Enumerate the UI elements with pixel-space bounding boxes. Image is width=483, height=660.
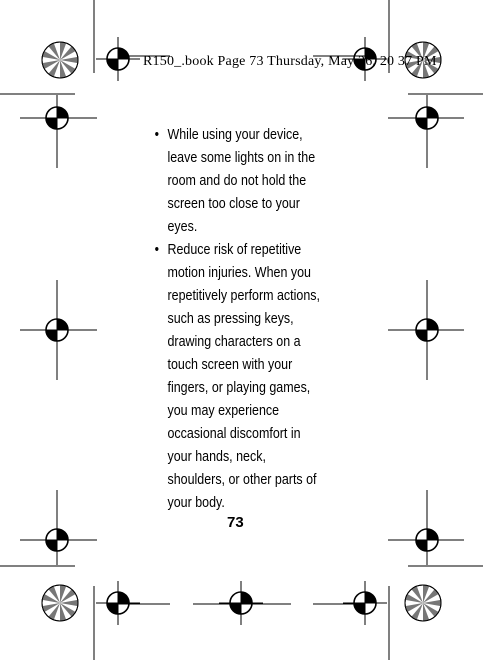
running-header: R150_.book Page 73 Thursday, May 26, 20 37 PM xyxy=(143,54,437,69)
page-body xyxy=(152,124,324,515)
page-number: 73 xyxy=(227,514,244,531)
bullet-dot-icon: • xyxy=(154,242,159,258)
bullet-text: While using your device, leave some lights on in the room and do not hold the screen too close to your eyes. xyxy=(167,127,316,235)
bullet-item xyxy=(152,239,324,515)
bullet-text: Reduce risk of repetitive motion injuries. When you repetitively perform actions, such as pressing keys, drawing characters on a touch screen with your fingers, or playing games, you may experience occasional discomfort in your hands, neck, shoulders, or other parts of your body. xyxy=(167,242,320,511)
bullet-item xyxy=(152,124,324,239)
bullet-dot-icon: • xyxy=(154,127,159,143)
